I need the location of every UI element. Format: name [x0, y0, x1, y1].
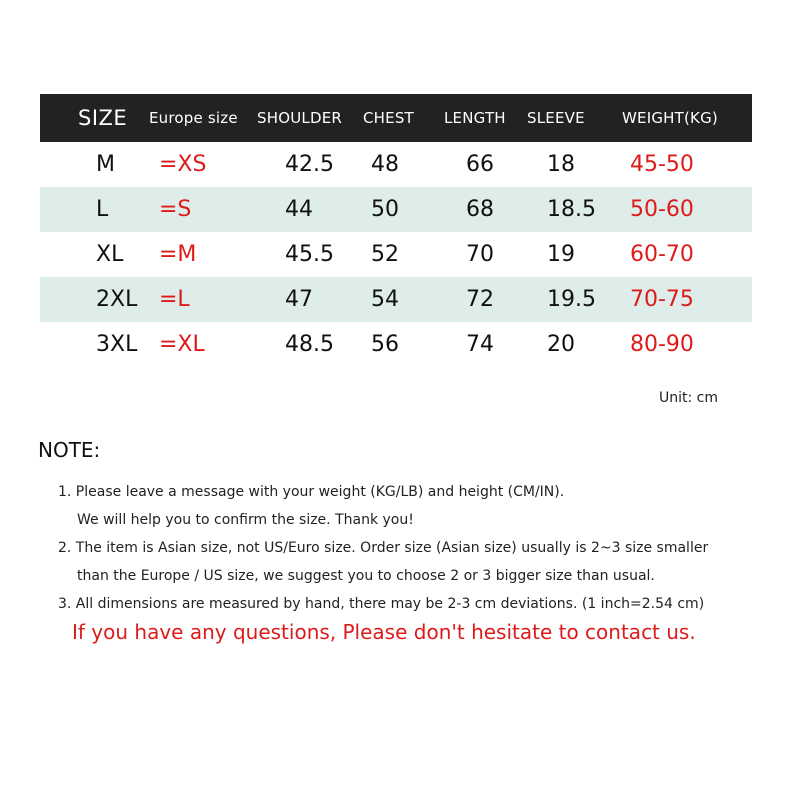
size-chart-table: [40, 94, 752, 367]
cell-shoulder: 47: [285, 287, 313, 312]
cell-shoulder: 44: [285, 197, 313, 222]
cell-size: L: [96, 197, 109, 222]
cell-weight: 45-50: [630, 152, 694, 177]
cell-size: 2XL: [96, 287, 138, 312]
cell-europe-size: =XS: [159, 152, 207, 177]
cell-size: XL: [96, 242, 124, 267]
table-row: [40, 187, 752, 232]
header-length: LENGTH: [444, 109, 506, 127]
header-chest: CHEST: [363, 109, 414, 127]
cell-chest: 48: [371, 152, 399, 177]
header-sleeve: SLEEVE: [527, 109, 585, 127]
cell-sleeve: 19: [547, 242, 575, 267]
table-row: [40, 232, 752, 277]
cell-sleeve: 18: [547, 152, 575, 177]
cell-length: 72: [466, 287, 494, 312]
unit-label: Unit: cm: [659, 390, 719, 406]
cell-shoulder: 45.5: [285, 242, 334, 267]
cell-europe-size: =L: [159, 287, 190, 312]
table-row: [40, 322, 752, 367]
cell-length: 68: [466, 197, 494, 222]
cell-chest: 52: [371, 242, 399, 267]
contact-message: If you have any questions, Please don't hesitate to contact us.: [72, 620, 696, 644]
note-line: 3. All dimensions are measured by hand, there may be 2-3 cm deviations. (1 inch=2.54 cm): [58, 596, 705, 612]
table-header: [40, 94, 752, 142]
cell-shoulder: 42.5: [285, 152, 334, 177]
header-weight: WEIGHT(KG): [622, 109, 718, 127]
cell-weight: 60-70: [630, 242, 694, 267]
cell-chest: 56: [371, 332, 399, 357]
cell-sleeve: 19.5: [547, 287, 596, 312]
cell-weight: 70-75: [630, 287, 694, 312]
header-europe-size: Europe size: [149, 109, 238, 127]
cell-europe-size: =XL: [159, 332, 205, 357]
header-size: SIZE: [78, 106, 128, 130]
cell-length: 74: [466, 332, 494, 357]
header-shoulder: SHOULDER: [257, 109, 342, 127]
cell-chest: 50: [371, 197, 399, 222]
cell-length: 70: [466, 242, 494, 267]
cell-weight: 80-90: [630, 332, 694, 357]
note-list: [58, 478, 778, 618]
cell-europe-size: =S: [159, 197, 192, 222]
note-line: 1. Please leave a message with your weight (KG/LB) and height (CM/IN).: [58, 484, 565, 500]
cell-weight: 50-60: [630, 197, 694, 222]
table-row: [40, 142, 752, 187]
cell-sleeve: 20: [547, 332, 575, 357]
note-title: NOTE:: [38, 438, 101, 462]
note-line: than the Europe / US size, we suggest you to choose 2 or 3 bigger size than usual.: [77, 568, 655, 584]
note-line: 2. The item is Asian size, not US/Euro size. Order size (Asian size) usually is 2~3 size smaller: [58, 540, 709, 556]
cell-sleeve: 18.5: [547, 197, 596, 222]
note-line: We will help you to confirm the size. Thank you!: [77, 512, 414, 528]
cell-europe-size: =M: [159, 242, 197, 267]
cell-chest: 54: [371, 287, 399, 312]
table-row: [40, 277, 752, 322]
cell-shoulder: 48.5: [285, 332, 334, 357]
cell-size: 3XL: [96, 332, 138, 357]
cell-length: 66: [466, 152, 494, 177]
cell-size: M: [96, 152, 115, 177]
